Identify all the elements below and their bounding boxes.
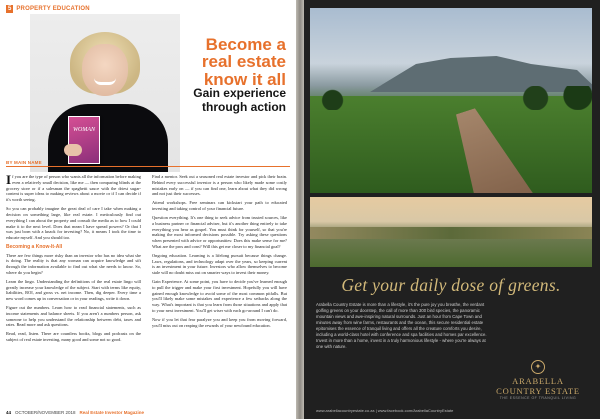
paragraph: Question everything. It's one thing to seek advice from trusted sources, like a business partner or financial adviser, but it's another thing entirely to take everything you hear as gospel. You must think for yourself, so that you're making the most informed decisions possible. Try asking these questions when presented with advice or opportunities: Does this make sense for me? What are the pros and cons? Will this get me closer to my financial goal? bbox=[152, 214, 287, 249]
article-page bbox=[0, 0, 296, 419]
paragraph: Attend workshops. Free seminars can kickstart your path to educated investing and taking control of your financial future. bbox=[152, 200, 287, 212]
paragraph: Gain Experience. At some point, you have to decide you've learned enough to pull the trigger and make your first investment. Hopefully you will have gained enough knowledge to avoid some of the most common pitfalls. But you'll likely make some mistakes and experience a few setbacks along the way. What's important is that you learn from those situations and apply that to your next investment. You'll get wiser with each go-around I can't do. bbox=[152, 279, 287, 314]
paragraph: Ongoing education. Learning is a lifelong pursuit because things change. Laws, regulations, and technology adapt over the years, so keeping current is an investment in your future. Investors who allow themselves to become stale will no doubt miss out on smarter ways to invest their money. bbox=[152, 252, 287, 276]
paragraph: There are few things more risky than an investor who has no idea what she is doing. The reality is that any woman can acquire knowledge and sift through the information available to find out what she needs to know. So, where do you begin? bbox=[6, 252, 141, 275]
divider bbox=[6, 166, 290, 167]
section-number: 5 bbox=[8, 6, 12, 12]
trees-shape bbox=[310, 86, 592, 110]
page-gutter bbox=[296, 0, 304, 419]
section-label: PROPERTY EDUCATION bbox=[16, 6, 90, 12]
brand-logo bbox=[488, 360, 588, 400]
magazine-name: Real Estate Investor Magazine bbox=[79, 410, 144, 415]
ad-body-text: Arabella Country Estate is more than a lifestyle, it's the pure joy you breathe, the verdant golfing greens on your doorstep, the call of more than 300 bird species, the panoramic mountain views and awe-inspiring natural surrounds. Just an hour from Cape Town and minutes away from wine farms, restaurants and the ocean, this secure residential estate epitomises the essence of tranquil living and offers all the creature comforts you desire, including a world-class hotel with conference and spa facilities and homes par excellence. Invest in more than a home, invest in a truly harmonious lifestyle - where you're always at one with nature. bbox=[316, 302, 487, 350]
ad-tagline: Get your daily dose of greens. bbox=[341, 275, 561, 295]
paragraph: Figure out the numbers. Learn how to read financial statements, such as income statements and balance sheets. If you aren't a numbers person, ask someone to help you understand the relationship between debt, taxes and rates. Read more and ask questions. bbox=[6, 305, 141, 328]
book-cover bbox=[68, 116, 100, 164]
paragraph: Now if you let that fear paralyze you and keep you from moving forward, you'll miss out on reaping the rewards of your newfound education. bbox=[152, 316, 287, 328]
lawn-shape bbox=[310, 96, 592, 193]
horizon-shape bbox=[310, 227, 592, 239]
author-photo bbox=[30, 14, 180, 172]
advertisement-page bbox=[304, 0, 600, 419]
paragraph: Find a mentor. Seek out a seasoned real estate investor and pick their brain. Behind every successful investor is a person who likely made some costly mistakes early on — if you can find one, learn about what they did wrong and not just their successes. bbox=[152, 174, 287, 197]
issue-date: OCTOBER/NOVEMBER 2018 bbox=[15, 410, 76, 415]
article-headline: Become a real estate know it all bbox=[201, 35, 286, 89]
byline: BY MAIN NAME bbox=[6, 160, 42, 165]
paragraph: If you are the type of person who wants all the information before making even a relatively small decision, like me — then comparing blinds at the grocery store or if a salesman the spaghetti sauce with the driest sugar-content is super ideas to making reviews about a movie or if I can decide if it's worth seeing. bbox=[6, 172, 141, 203]
subheading: Becoming a Know-It-All bbox=[6, 243, 63, 250]
paragraph: Learn the lingo. Understanding the definitions of the real estate lingo will greatly increase your knowledge of the subject. Start with terms like equity, liabilities, ROI, and gross vs. net income. Then, dig deeper. Every time a new word comes up in conversation or in your readings, write it down. bbox=[6, 278, 141, 302]
hand-shape bbox=[64, 144, 82, 156]
article-subheadline: Gain experience through action bbox=[193, 86, 286, 114]
page-number: 44 bbox=[6, 410, 12, 415]
section-tag bbox=[6, 5, 90, 13]
book-title: WOMAN bbox=[73, 127, 95, 133]
paragraph: Read, read, listen. There are countless books, blogs and podcasts on the subject of real estate investing, many good and some not so good. bbox=[6, 331, 141, 343]
paragraph: So you can probably imagine the great deal of care I take when making a decision on something large, like real estate. I meticulously find out everything I can about the property and consult the media as to how I could make it to the next level. Does that mean I have spread powers? Or that I was just born with a knack for investing? No, it means I took the time to educate myself. And you should too. bbox=[6, 206, 141, 241]
brand-tagline: THE ESSENCE OF TRANQUIL LIVING bbox=[499, 396, 577, 400]
smile-shape bbox=[94, 78, 116, 85]
torso-shape bbox=[48, 104, 168, 172]
golf-course-photo bbox=[310, 8, 592, 193]
landscape-photo bbox=[310, 197, 592, 267]
face-shape bbox=[82, 44, 128, 96]
page-footer bbox=[6, 410, 144, 415]
brand-name: ARABELLA COUNTRY ESTATE bbox=[496, 376, 580, 396]
text-column-1 bbox=[6, 174, 141, 346]
ad-website-link[interactable]: www.arabellacountryestate.co.za | www.facebook.com/ArabellaCountryEstate bbox=[316, 408, 454, 413]
text-column-2 bbox=[152, 174, 287, 332]
bird-icon: ✦ bbox=[531, 360, 545, 374]
